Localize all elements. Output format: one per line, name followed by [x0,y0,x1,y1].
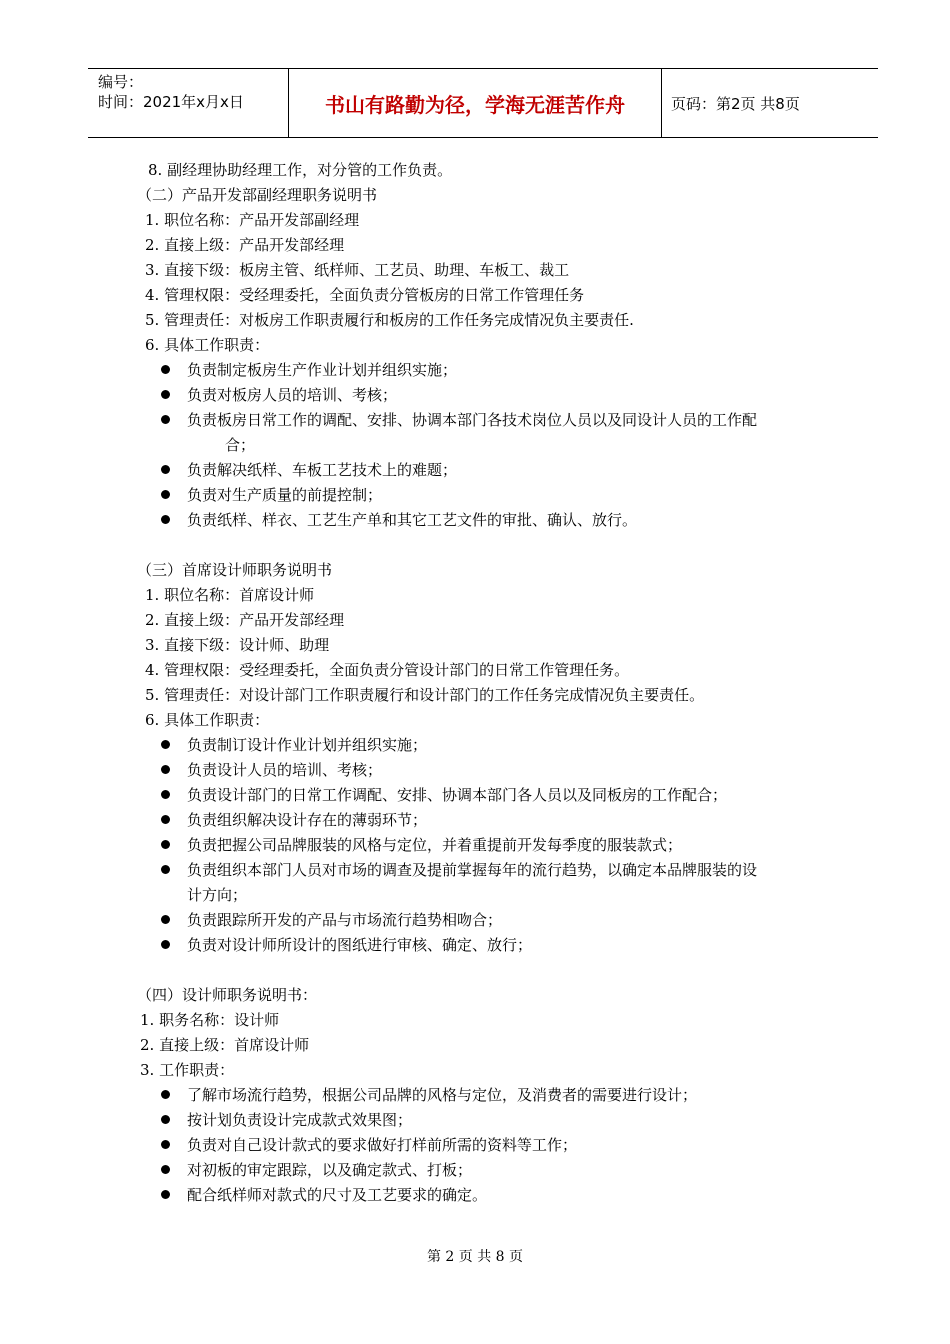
bullet-item: 负责对板房人员的培训、考核； [187,386,398,404]
bullet-item: 负责解决纸样、车板工艺技术上的难题； [187,461,458,479]
bullet-icon [161,415,170,424]
bullet-item: 对初板的审定跟踪，以及确定款式、打板； [187,1161,473,1179]
bullet-icon [161,790,170,799]
bullet-item: 配合纸样师对款式的尺寸及工艺要求的确定。 [187,1186,488,1204]
bullet-icon [161,840,170,849]
text-line: 1. 职位名称：产品开发部副经理 [145,211,360,229]
bullet-icon [161,815,170,824]
bullet-item: 负责对自己设计款式的要求做好打样前所需的资料等工作； [187,1136,578,1154]
doc-time-label: 时间：2021年x月x日 [98,93,244,111]
text-line: 1. 职务名称：设计师 [140,1011,280,1029]
page-footer: 第 2 页 共 8 页 [426,1249,524,1265]
bullet-item: 负责对生产质量的前提控制； [187,486,383,504]
header-divider [661,69,662,137]
text-line: 计方向； [187,886,248,904]
bullet-item: 负责制订设计作业计划并组织实施； [187,736,428,754]
doc-number-label: 编号： [98,73,144,91]
bullet-item: 按计划负责设计完成款式效果图； [187,1111,413,1129]
text-line: 8. 副经理协助经理工作，对分管的工作负责。 [148,161,453,179]
bullet-icon [161,940,170,949]
bullet-icon [161,915,170,924]
bullet-icon [161,1115,170,1124]
bullet-item: 负责对设计师所设计的图纸进行审核、确定、放行； [187,936,533,954]
bullet-icon [161,740,170,749]
header-meta [88,69,288,137]
bullet-icon [161,515,170,524]
bullet-item: 了解市场流行趋势，根据公司品牌的风格与定位，及消费者的需要进行设计； [187,1086,698,1104]
text-line: 3. 工作职责： [140,1061,235,1079]
bullet-icon [161,465,170,474]
bullet-icon [161,390,170,399]
bullet-icon [161,365,170,374]
header-page-label: 页码：第2页 共8页 [671,94,800,113]
text-line: （四）设计师职务说明书： [137,986,318,1004]
text-line: 2. 直接上级：产品开发部经理 [145,236,345,254]
bullet-item: 负责组织解决设计存在的薄弱环节； [187,811,428,829]
text-line: 1. 职位名称：首席设计师 [145,586,315,604]
bullet-item: 负责组织本部门人员对市场的调查及提前掌握每年的流行趋势，以确定本品牌服装的设 [187,861,758,879]
bullet-icon [161,1190,170,1199]
header-motto: 书山有路勤为径，学海无涯苦作舟 [325,92,625,117]
bullet-icon [161,865,170,874]
text-line: 2. 直接上级：产品开发部经理 [145,611,345,629]
text-line: 4. 管理权限：受经理委托，全面负责分管板房的日常工作管理任务 [145,286,585,304]
text-line: 6. 具体工作职责： [145,711,270,729]
text-line: 4. 管理权限：受经理委托，全面负责分管设计部门的日常工作管理任务。 [145,661,630,679]
bullet-icon [161,1090,170,1099]
text-line: （二）产品开发部副经理职务说明书 [137,186,378,204]
text-line: 2. 直接上级：首席设计师 [140,1036,310,1054]
bullet-icon [161,1140,170,1149]
text-line: 3. 直接下级：设计师、助理 [145,636,330,654]
bullet-item: 负责设计人员的培训、考核； [187,761,383,779]
text-line: 3. 直接下级：板房主管、纸样师、工艺员、助理、车板工、裁工 [145,261,570,279]
bullet-item: 负责制定板房生产作业计划并组织实施； [187,361,458,379]
page-header [88,68,878,138]
bullet-item: 负责把握公司品牌服装的风格与定位，并着重提前开发每季度的服装款式； [187,836,683,854]
text-line: 合； [225,436,256,454]
text-line: 5. 管理责任：对板房工作职责履行和板房的工作任务完成情况负主要责任. [145,311,634,329]
bullet-icon [161,765,170,774]
text-line: 5. 管理责任：对设计部门工作职责履行和设计部门的工作任务完成情况负主要责任。 [145,686,705,704]
bullet-icon [161,1165,170,1174]
bullet-item: 负责纸样、样衣、工艺生产单和其它工艺文件的审批、确认、放行。 [187,511,638,529]
bullet-item: 负责跟踪所开发的产品与市场流行趋势相吻合； [187,911,503,929]
text-line: 6. 具体工作职责： [145,336,270,354]
text-line: （三）首席设计师职务说明书 [137,561,333,579]
bullet-item: 负责设计部门的日常工作调配、安排、协调本部门各人员以及同板房的工作配合； [187,786,728,804]
bullet-icon [161,490,170,499]
bullet-item: 负责板房日常工作的调配、安排、协调本部门各技术岗位人员以及同设计人员的工作配 [187,411,758,429]
